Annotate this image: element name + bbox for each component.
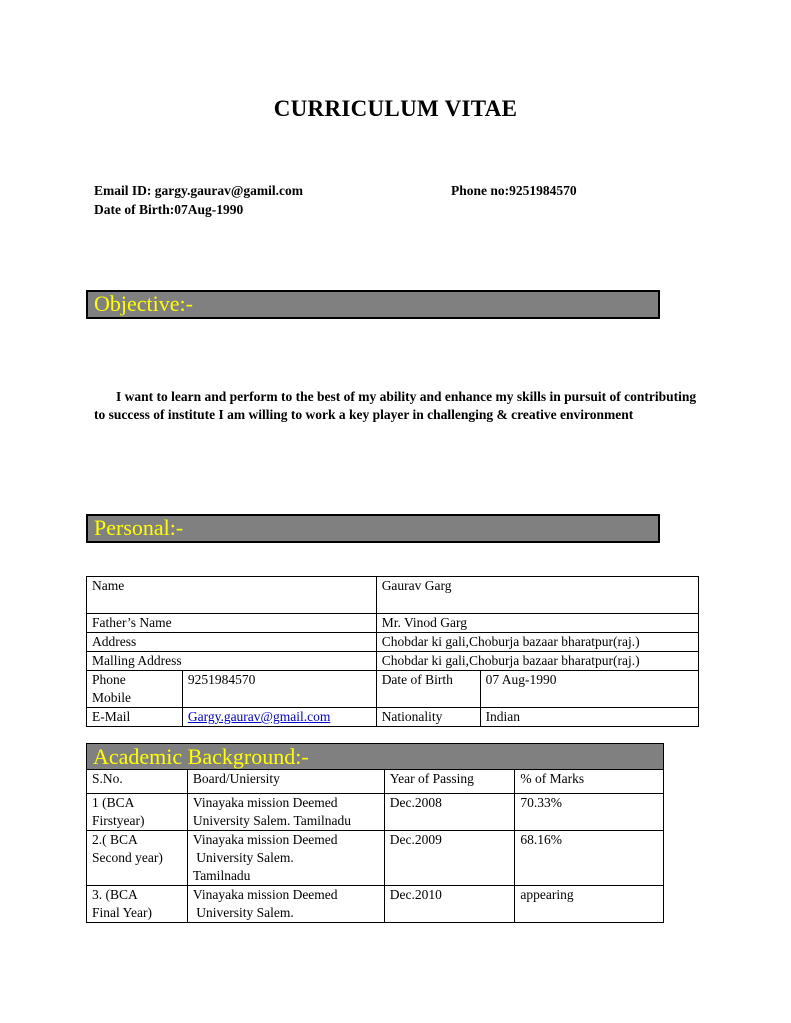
year-line: Dec.2010 [389, 887, 442, 902]
marks-cell [515, 794, 664, 831]
table-row [87, 671, 699, 708]
year-line: Dec.2009 [389, 832, 442, 847]
board-cell [187, 886, 384, 923]
header-marks: % of Marks [515, 770, 664, 794]
marks-line: 70.33% [520, 795, 563, 810]
email-line: Email ID: gargy.gaurav@gamil.com [94, 183, 304, 198]
sno-line: 3. (BCA [92, 887, 138, 902]
dob-label: Date of Birth [376, 671, 480, 708]
table-header-row [87, 770, 664, 794]
year-line: Dec.2008 [389, 795, 442, 810]
name-label: Name [87, 577, 377, 614]
name-value: Gaurav Garg [376, 577, 698, 614]
sno-line: Final Year) [92, 905, 152, 920]
academic-table [86, 769, 664, 923]
mailing-value: Chobdar ki gali,Choburja bazaar bharatpur(raj.) [376, 652, 698, 671]
board-line: University Salem. [192, 905, 294, 920]
year-cell [384, 794, 515, 831]
sno-cell [87, 794, 188, 831]
phone-value: 9251984570 [182, 671, 376, 708]
sno-line: Second year) [92, 850, 163, 865]
personal-heading-text: Personal:- [94, 515, 184, 540]
email-label: E-Mail [87, 708, 183, 727]
marks-cell [515, 831, 664, 886]
marks-cell [515, 886, 664, 923]
page-title: CURRICULUM VITAE [273, 96, 518, 121]
header-board: Board/Uniersity [187, 770, 384, 794]
table-row [87, 794, 664, 831]
dob-value: 07 Aug-1990 [480, 671, 698, 708]
sno-line: Firstyear) [92, 813, 145, 828]
board-line: University Salem. [192, 850, 294, 865]
table-row [87, 652, 699, 671]
address-label: Address [87, 633, 377, 652]
table-row [87, 831, 664, 886]
sno-line: 1 (BCA [92, 795, 135, 810]
father-value: Mr. Vinod Garg [376, 614, 698, 633]
objective-heading-text: Objective:- [94, 291, 193, 316]
marks-line: 68.16% [520, 832, 563, 847]
objective-text: I want to learn and perform to the best of my ability and enhance my skills in pursuit of contributing to success of institute I am willing to work a key player in challenging & creative environment [94, 389, 697, 422]
nationality-value: Indian [480, 708, 698, 727]
table-row [87, 886, 664, 923]
mailing-label: Malling Address [87, 652, 377, 671]
board-line: University Salem. Tamilnadu [192, 813, 352, 828]
sno-cell [87, 831, 188, 886]
year-cell [384, 886, 515, 923]
email-link[interactable]: Gargy.gaurav@gmail.com [187, 709, 331, 724]
phone-label: Phone [92, 672, 126, 687]
address-value: Chobdar ki gali,Choburja bazaar bharatpur(raj.) [376, 633, 698, 652]
dob-line: Date of Birth:07Aug-1990 [94, 202, 244, 217]
table-row [87, 577, 699, 614]
sno-line: 2.( BCA [92, 832, 138, 847]
header-sno: S.No. [87, 770, 188, 794]
table-row [87, 614, 699, 633]
phone-line: Phone no:9251984570 [451, 183, 577, 198]
header-year: Year of Passing [384, 770, 515, 794]
board-line: Vinayaka mission Deemed [192, 832, 338, 847]
board-cell [187, 794, 384, 831]
table-row [87, 708, 699, 727]
marks-line: appearing [520, 887, 574, 902]
personal-table [86, 576, 699, 727]
email-value-cell [182, 708, 376, 727]
father-label: Father’s Name [87, 614, 377, 633]
board-line: Vinayaka mission Deemed [192, 795, 338, 810]
board-cell [187, 831, 384, 886]
board-line: Vinayaka mission Deemed [192, 887, 338, 902]
board-line: Tamilnadu [192, 868, 251, 883]
personal-heading [86, 514, 660, 543]
mobile-label: Mobile [92, 690, 131, 705]
table-row [87, 633, 699, 652]
year-cell [384, 831, 515, 886]
academic-heading [86, 743, 664, 770]
objective-heading [86, 290, 660, 319]
sno-cell [87, 886, 188, 923]
nationality-label: Nationality [376, 708, 480, 727]
phone-label-cell [87, 671, 183, 708]
academic-heading-text: Academic Background:- [93, 744, 309, 769]
